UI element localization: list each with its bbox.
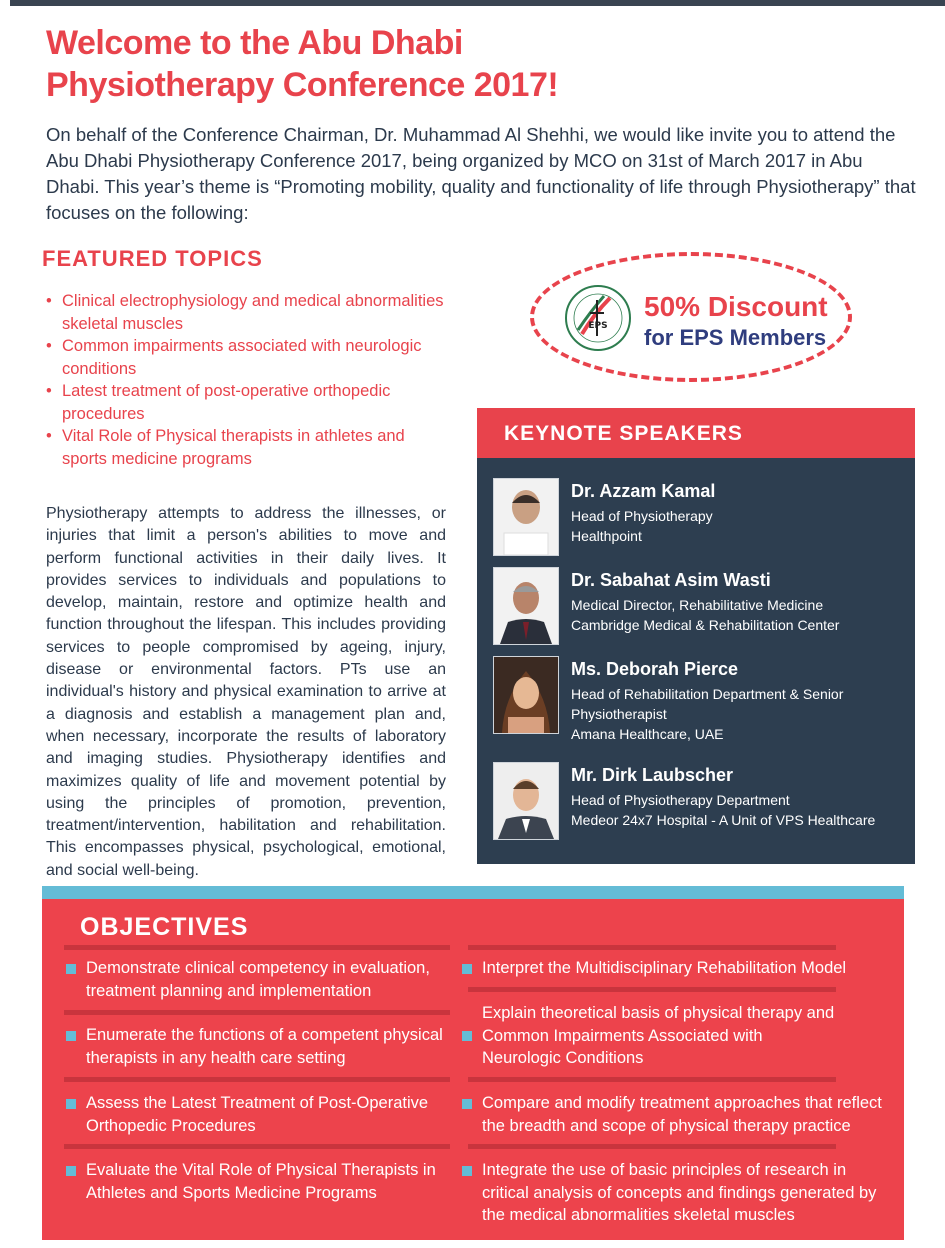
title-line-1: Welcome to the Abu Dhabi [46,24,463,62]
objectives-top-strip [42,886,904,899]
speaker-name: Ms. Deborah Pierce [571,659,739,679]
speaker-photo [493,567,559,645]
square-bullet-icon [462,1166,472,1176]
objective-text: Demonstrate clinical competency in evaluation, treatment planning and implementation [86,959,430,1000]
speaker-name: Mr. Dirk Laubscher [571,765,734,785]
bullet-icon: • [46,382,52,400]
keynote-speakers-panel [477,408,915,864]
topic-text: Common impairments associated with neurologic conditions [62,337,422,378]
eps-logo-text: EPS [588,321,608,331]
bullet-icon: • [46,427,52,445]
intro-text: On behalf of the Conference Chairman, Dr. Muhammad Al Shehhi, we would like invite you to attend the Abu Dhabi Physiotherapy Conference 2017, being organized by MCO on 31st of March 2017 in Abu Dhabi. This year’s theme is “Promoting mobility, quality and functionality of life through Physiotherapy” that focuses on the following: [46,124,916,223]
objective-item [86,1159,446,1204]
divider [468,1144,836,1149]
objective-text: Assess the Latest Treatment of Post-Operative Orthopedic Procedures [86,1094,429,1135]
objective-text: Explain theoretical basis of physical therapy and Common Impairments Associated with Neurologic Conditions [482,1004,835,1067]
objective-item [482,1092,882,1137]
speaker-organization: Medeor 24x7 Hospital - A Unit of VPS Healthcare [571,812,876,828]
bullet-icon: • [46,292,52,310]
keynote-speakers-heading: KEYNOTE SPEAKERS [477,408,915,458]
discount-amount: 50% Discount [644,291,828,322]
eps-logo-icon [564,284,632,352]
speaker-photo [493,656,559,734]
divider [64,945,450,950]
speaker-organization: Cambridge Medical & Rehabilitation Center [571,617,840,633]
square-bullet-icon [66,1166,76,1176]
title-line-2: Physiotherapy Conference 2017! [46,66,559,104]
topic-text: Latest treatment of post-operative orthopedic procedures [62,382,391,423]
speaker-organization: Amana Healthcare, UAE [571,726,724,742]
objective-item [482,1002,842,1070]
speaker-photo [493,762,559,840]
divider [468,1077,836,1082]
divider [64,1010,450,1015]
discount-audience: for EPS Members [644,325,827,350]
objective-item [86,957,446,1002]
square-bullet-icon [462,964,472,974]
divider [468,945,836,950]
speaker-role [571,684,911,744]
objective-item [86,1024,446,1069]
speaker-role [571,506,911,546]
featured-topics-heading: FEATURED TOPICS [42,246,263,271]
page-title [46,22,746,106]
speaker-title: Head of Physiotherapy [571,508,713,524]
speaker-title: Medical Director, Rehabilitative Medicine [571,597,824,613]
person-icon [494,657,558,733]
bullet-icon: • [46,337,52,355]
square-bullet-icon [66,1099,76,1109]
speaker-title: Head of Physiotherapy Department [571,792,790,808]
objective-text: Compare and modify treatment approaches that reflect the breadth and scope of physical therapy practice [482,1094,882,1135]
person-icon [494,568,558,644]
speaker-name: Dr. Sabahat Asim Wasti [571,570,771,590]
objectives-panel [42,899,904,1240]
speaker-photo [493,478,559,556]
list-item [46,380,446,425]
featured-topics-list [46,290,446,470]
speaker-name: Dr. Azzam Kamal [571,481,716,501]
person-icon [494,763,558,839]
divider [64,1144,450,1149]
list-item [46,425,446,470]
objective-text: Integrate the use of basic principles of research in critical analysis of concepts and findings generated by the medical abnormalities skeletal muscles [482,1161,877,1224]
divider [64,1077,450,1082]
divider [468,987,836,992]
square-bullet-icon [462,1031,472,1041]
objective-text: Enumerate the functions of a competent physical therapists in any health care setting [86,1026,443,1067]
person-icon [494,479,558,555]
list-item [46,290,446,335]
objectives-heading: OBJECTIVES [80,913,249,941]
square-bullet-icon [66,1031,76,1041]
speaker-organization: Healthpoint [571,528,642,544]
square-bullet-icon [462,1099,472,1109]
objective-item [86,1092,446,1137]
discount-badge [530,252,852,382]
objective-item [482,1159,882,1227]
objective-text: Interpret the Multidisciplinary Rehabilitation Model [482,959,847,977]
list-item [46,335,446,380]
top-bar [10,0,945,6]
square-bullet-icon [66,964,76,974]
physiotherapy-description: Physiotherapy attempts to address the illnesses, or injuries that limit a person's abilities to move and perform functional activities in their daily lives. It provides services to individuals and populations to develop, maintain, restore and optimize health and function throughout the lifespan. This includes providing services to people compromised by ageing, injury, disease or environmental factors. PTs use an individual's history and physical examination to arrive at a diagnosis and establish a management plan and, when necessary, incorporate the results of laboratory and imaging studies. Physiotherapy identifies and maximizes quality of life and movement potential by using the principles of promotion, prevention, treatment/intervention, habilitation and rehabilitation. This encompasses physical, psychological, emotional, and social well-being. [46,505,446,879]
topic-text: Vital Role of Physical therapists in athletes and sports medicine programs [62,427,405,468]
speaker-title: Head of Rehabilitation Department & Senior Physiotherapist [571,686,844,722]
objective-text: Evaluate the Vital Role of Physical Therapists in Athletes and Sports Medicine Programs [86,1161,436,1202]
speaker-role [571,595,911,635]
objective-item [482,957,882,980]
topic-text: Clinical electrophysiology and medical abnormalities skeletal muscles [62,292,444,333]
speaker-role [571,790,911,830]
